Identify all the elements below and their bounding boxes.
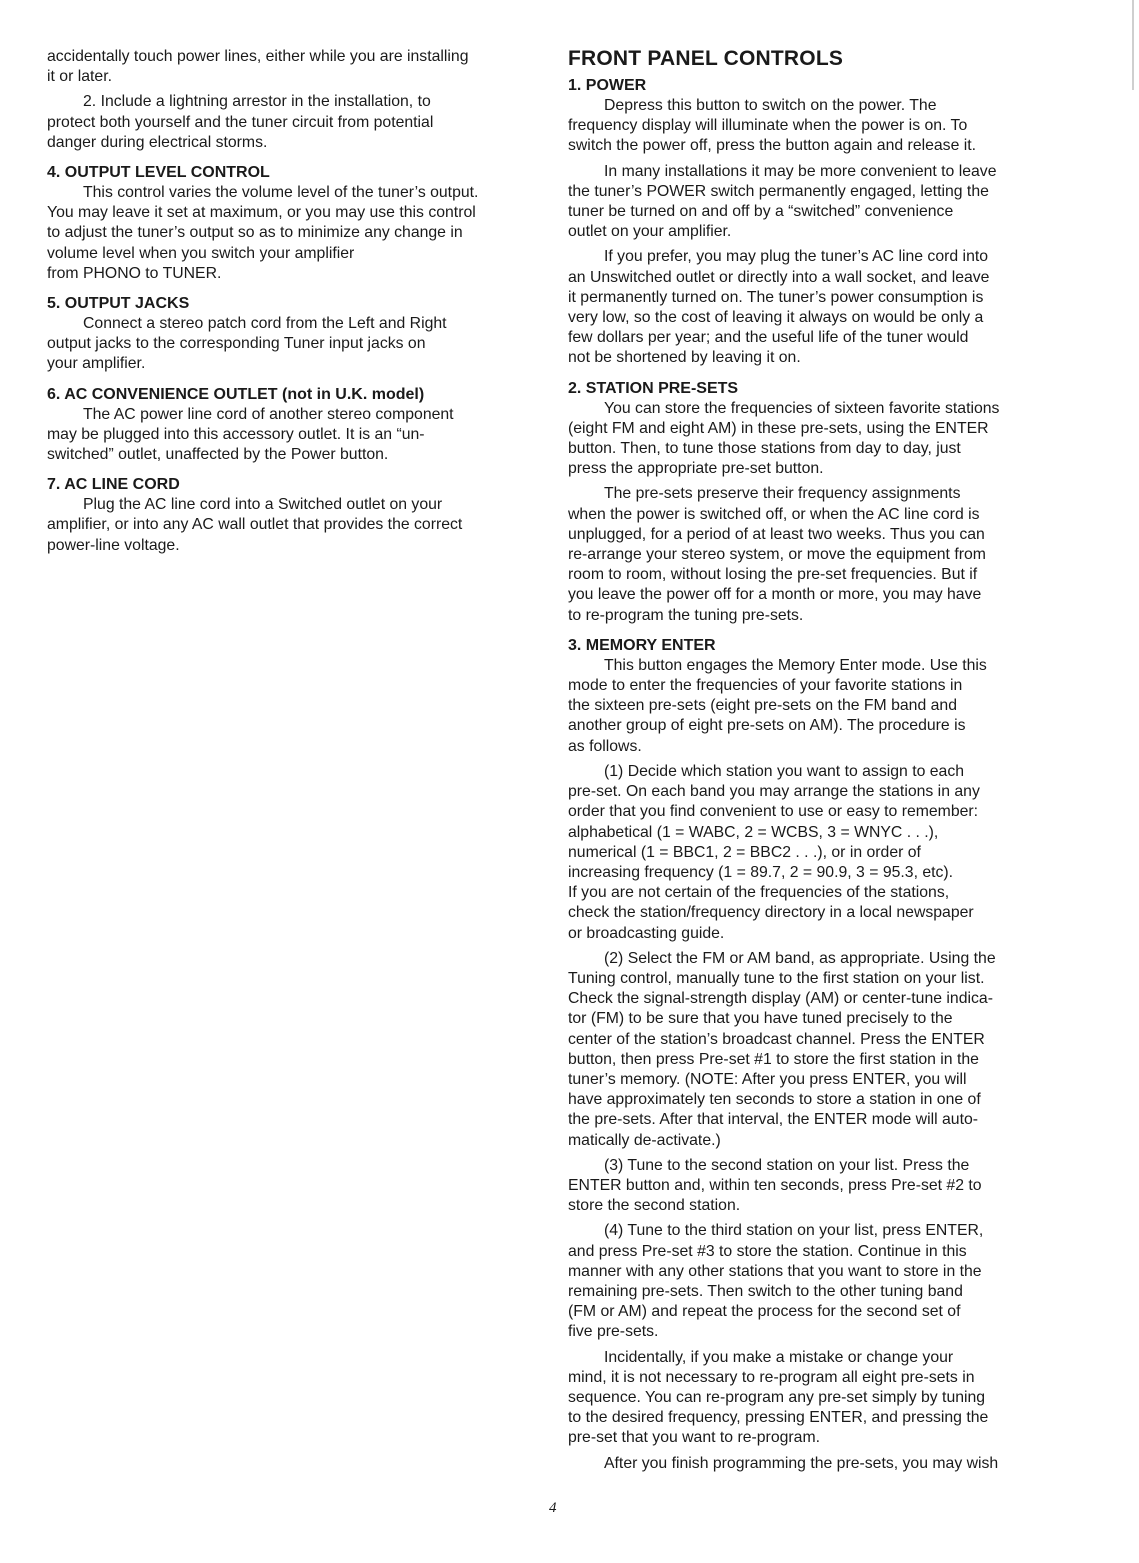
section-paragraph: If you prefer, you may plug the tuner’s AC line cord into an Unswitched outlet or directly into a wall socket, and leave it permanently turned on. The tuner’s power consumption is very low, so the cost of leaving it always on would be only a few dollars per year; and the useful life of the tuner would not be shortened by leaving it on. [568, 248, 990, 367]
section-heading: 7. AC LINE CORD [47, 476, 180, 494]
section-heading: 1. POWER [568, 77, 647, 94]
section-paragraph: (2) Select the FM or AM band, as appropriate. Using the Tuning control, manually tune to the first station on your list. Check the signal-strength display (AM) or center-tune indica- tor (FM) to be sure that you have tuned precisely to the center of the station’s broadcast channel. Press the ENTER button, then press Pre-set #1 to store the first station in the tuner’s memory. (NOTE: After you press ENTER, you will have approximately ten seconds to store a station in one of the pre-sets. After that interval, the ENTER mode will auto- matically de-activate.) [568, 949, 996, 1149]
section-paragraph: Connect a stereo patch cord from the Left and Right output jacks to the corresponding Tuner input jacks on your amplifier. [47, 315, 447, 373]
section-heading: 2. STATION PRE-SETS [568, 379, 739, 397]
section-paragraph: (4) Tune to the third station on your list, press ENTER, and press Pre-set #3 to store the station. Continue in this manner with any other stations that you want to store in the remaining pre-sets. Then switch to the other tuning band (FM or AM) and repeat the process for the second set of five pre-sets. [568, 1222, 984, 1341]
intro-paragraph: 2. Include a lightning arrestor in the installation, to protect both yourself and the tuner circuit from potential danger during electrical storms. [47, 93, 434, 151]
section-paragraph: This control varies the volume level of the tuner’s output. You may leave it set at maximum, or you may use this control to adjust the tuner’s output so as to minimize any change in volume level when you switch your amplifier from PHONO to TUNER. [47, 184, 479, 282]
section-paragraph: After you finish programming the pre-sets, you may wish [604, 1454, 999, 1472]
section-paragraph: This button engages the Memory Enter mode. Use this mode to enter the frequencies of your favorite stations in the sixteen pre-sets (eight pre-sets on the FM band and another group of eight pre-sets on AM). The procedure is as follows. [568, 656, 987, 755]
page-title: FRONT PANEL CONTROLS [568, 47, 844, 70]
section-paragraph: The AC power line cord of another stereo component may be plugged into this accessory outlet. It is an “un- switched” outlet, unaffected by the Power button. [47, 405, 454, 464]
section-heading: 5. OUTPUT JACKS [47, 295, 190, 313]
left-column [47, 47, 537, 556]
section-paragraph: (1) Decide which station you want to assign to each pre-set. On each band you may arrange the stations in any order that you find convenient to use or easy to remember: alphabetical (1 = WABC, 2 = WCBS, 3 = WNYC . . .), numerical (1 = BBC1, 2 = BBC2 . . .), or in order of increasing frequency (1 = 89.7, 2 = 90.9, 3 = 95.3, etc). If you are not certain of the frequencies of the stations, check the station/frequency directory in a local newspaper or broadcasting guide. [568, 762, 980, 942]
section-paragraph: Depress this button to switch on the power. The frequency display will illuminate when the power is on. To switch the power off, press the button again and release it. [568, 97, 977, 155]
section-paragraph: (3) Tune to the second station on your list. Press the ENTER button and, within ten seconds, press Pre-set #2 to store the second station. [568, 1156, 982, 1215]
scan-edge-divider [1132, 0, 1134, 90]
section-heading: 6. AC CONVENIENCE OUTLET (not in U.K. model) [47, 385, 425, 403]
section-heading: 3. MEMORY ENTER [568, 636, 716, 654]
section-paragraph: The pre-sets preserve their frequency assignments when the power is switched off, or when the AC line cord is unplugged, for a period of at least two weeks. Thus you can re-arrange your stereo system, or move the equipment from room to room, without losing the pre-set frequencies. But if you leave the power off for a month or more, you may have to re-program the tuning pre-sets. [568, 485, 986, 624]
section-heading: 4. OUTPUT LEVEL CONTROL [47, 164, 270, 182]
right-column [568, 46, 1058, 1474]
section-paragraph: In many installations it may be more convenient to leave the tuner’s POWER switch permanently engaged, letting the tuner be turned on and off by a “switched” convenience outlet on your amplifier. [568, 162, 997, 241]
intro-paragraph: accidentally touch power lines, either while you are installing it or later. [47, 48, 469, 86]
section-paragraph: You can store the frequencies of sixteen favorite stations (eight FM and eight AM) in these pre-sets, using the ENTER button. Then, to tune those stations from day to day, just press the appropriate pre-set button. [568, 399, 1000, 478]
section-paragraph: Plug the AC line cord into a Switched outlet on your amplifier, or into any AC wall outlet that provides the correct power-line voltage. [47, 496, 463, 554]
page-number: 4 [549, 1500, 557, 1516]
section-paragraph: Incidentally, if you make a mistake or change your mind, it is not necessary to re-program all eight pre-sets in sequence. You can re-program any pre-set simply by tuning to the desired frequency, pressing ENTER, and pressing the pre-set that you want to re-program. [568, 1348, 989, 1447]
